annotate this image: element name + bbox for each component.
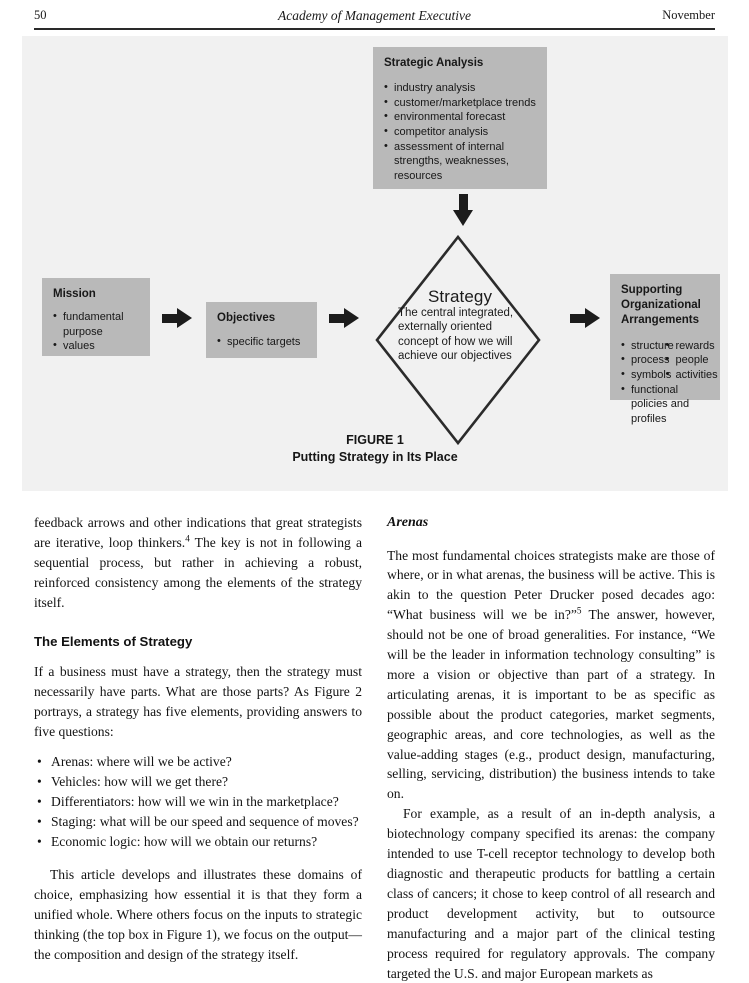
strategic-analysis-title: Strategic Analysis — [384, 57, 484, 69]
diamond-title: Strategy — [427, 287, 493, 306]
supporting-bullets-col2 — [666, 339, 718, 383]
down-arrow-icon — [453, 194, 473, 226]
objectives-title: Objectives — [217, 312, 276, 324]
body-column-right — [387, 513, 715, 983]
paragraph: If a business must have a strategy, then the strategy must necessarily have parts. What are those parts? As Figure 2 portrays, a strategy has five elements, providing answers to five questions: — [34, 663, 362, 739]
mission-title: Mission — [53, 288, 96, 300]
list-item: • symbols — [621, 368, 666, 383]
supporting-arrangements-title: Supporting Organizational Arrangements — [621, 284, 701, 326]
list-item: • competitor analysis — [384, 125, 537, 140]
figure-1-panel — [22, 36, 728, 491]
running-head — [34, 8, 715, 34]
list-item: • structure — [621, 339, 666, 354]
supporting-bullets-col1 — [621, 339, 674, 383]
list-item: • process — [621, 353, 666, 368]
journal-title: Academy of Management Executive — [277, 8, 472, 23]
strategy-diamond — [374, 234, 542, 446]
paragraph — [387, 546, 715, 805]
supporting-arrangements-columns — [621, 339, 718, 383]
list-item: • rewards — [666, 339, 711, 354]
header-rule — [34, 28, 715, 30]
strategy-elements-list — [34, 752, 362, 852]
diamond-text-block — [398, 288, 522, 364]
list-item: • activities — [666, 368, 711, 383]
figure-caption — [22, 432, 728, 467]
page-number: 50 — [34, 8, 47, 22]
strategic-analysis-box — [373, 47, 547, 189]
objectives-bullets — [217, 335, 307, 350]
list-item: • functional policies and profiles — [621, 383, 710, 427]
diamond-body: The central integrated, externally oriented concept of how we will achieve our objectives — [398, 307, 514, 363]
list-item: • Vehicles: how will we get there? — [34, 772, 362, 792]
figure-caption-number: FIGURE 1 — [346, 433, 404, 447]
mission-box — [42, 278, 150, 356]
supporting-arrangements-box — [610, 274, 720, 425]
paragraph-text-cont: The key is not in following a sequential process, but rather in achieving a robust, reinforced consistency among the elements of the strategy itself. — [34, 534, 362, 610]
list-item: • fundamental purpose — [53, 310, 140, 339]
supporting-bullets-wide — [621, 383, 710, 427]
paragraph: For example, as a result of an in-depth analysis, a biotechnology company specified its arenas: the company intended to use T-cell receptor technology to develop both diagnostic and therapeutic products for battling a certain class of cancers; it chose to keep control of all research and product development activity, but to outsource manufacturing and a major part of the clinical testing process required for regulatory approvals. The company targeted the U.S. and major European markets as — [387, 806, 715, 981]
footnote-marker: 5 — [576, 605, 582, 616]
paragraph-text: The most fundamental choices strategists make are those of where, or in what arenas, the business will be active. This is akin to the question Peter Drucker posed decades ago: “What business will we be in?” — [387, 547, 715, 623]
list-item: • assessment of internal strengths, weaknesses, resources — [384, 140, 537, 184]
list-item: • customer/marketplace trends — [384, 96, 537, 111]
paragraph-text: feedback arrows and other indications that great strategists are iterative, loop thinkers. — [34, 515, 362, 550]
list-item: • Staging: what will be our speed and sequence of moves? — [34, 812, 362, 832]
list-item: • people — [666, 353, 711, 368]
list-item: • values — [53, 339, 140, 354]
list-item: • Economic logic: how will we obtain our returns? — [34, 832, 362, 852]
list-item: • specific targets — [217, 335, 307, 350]
list-item: • Arenas: where will we be active? — [34, 752, 362, 772]
list-item: • industry analysis — [384, 81, 537, 96]
list-item: • Differentiators: how will we win in the marketplace? — [34, 792, 362, 812]
footnote-marker: 4 — [185, 533, 190, 544]
list-item: • environmental forecast — [384, 110, 537, 125]
strategic-analysis-bullets — [384, 81, 537, 183]
issue-month: November — [662, 8, 715, 22]
right-arrow-icon — [570, 308, 600, 328]
section-heading-elements-of-strategy: The Elements of Strategy — [34, 633, 193, 649]
paragraph-text-cont: The answer, however, should not be one of broad generalities. For instance, “We will be the leader in information technology consulting” is more a vision or objective than part of a strategy. In articulating arenas, it is important to be as specific as possible about the product categories, market segments, geographic areas, and core technologies, as well as the value-adding stages (e.g., product design, manufacturing, selling, servicing, distribution) the business intends to take on. — [387, 607, 715, 802]
right-arrow-icon — [329, 308, 359, 328]
right-arrow-icon — [162, 308, 192, 328]
figure-caption-title: Putting Strategy in Its Place — [292, 450, 458, 465]
mission-bullets — [53, 310, 140, 354]
objectives-box — [206, 302, 317, 358]
section-heading-arenas: Arenas — [387, 515, 429, 530]
paragraph: This article develops and illustrates these domains of choice, emphasizing how essential it is that they form a unified whole. Where others focus on the inputs to strategic thinking (the top box in Figure 1), we focus on the output—the composition and design of the strategy itself. — [34, 867, 362, 962]
body-column-left — [34, 513, 362, 965]
paragraph — [34, 513, 362, 613]
